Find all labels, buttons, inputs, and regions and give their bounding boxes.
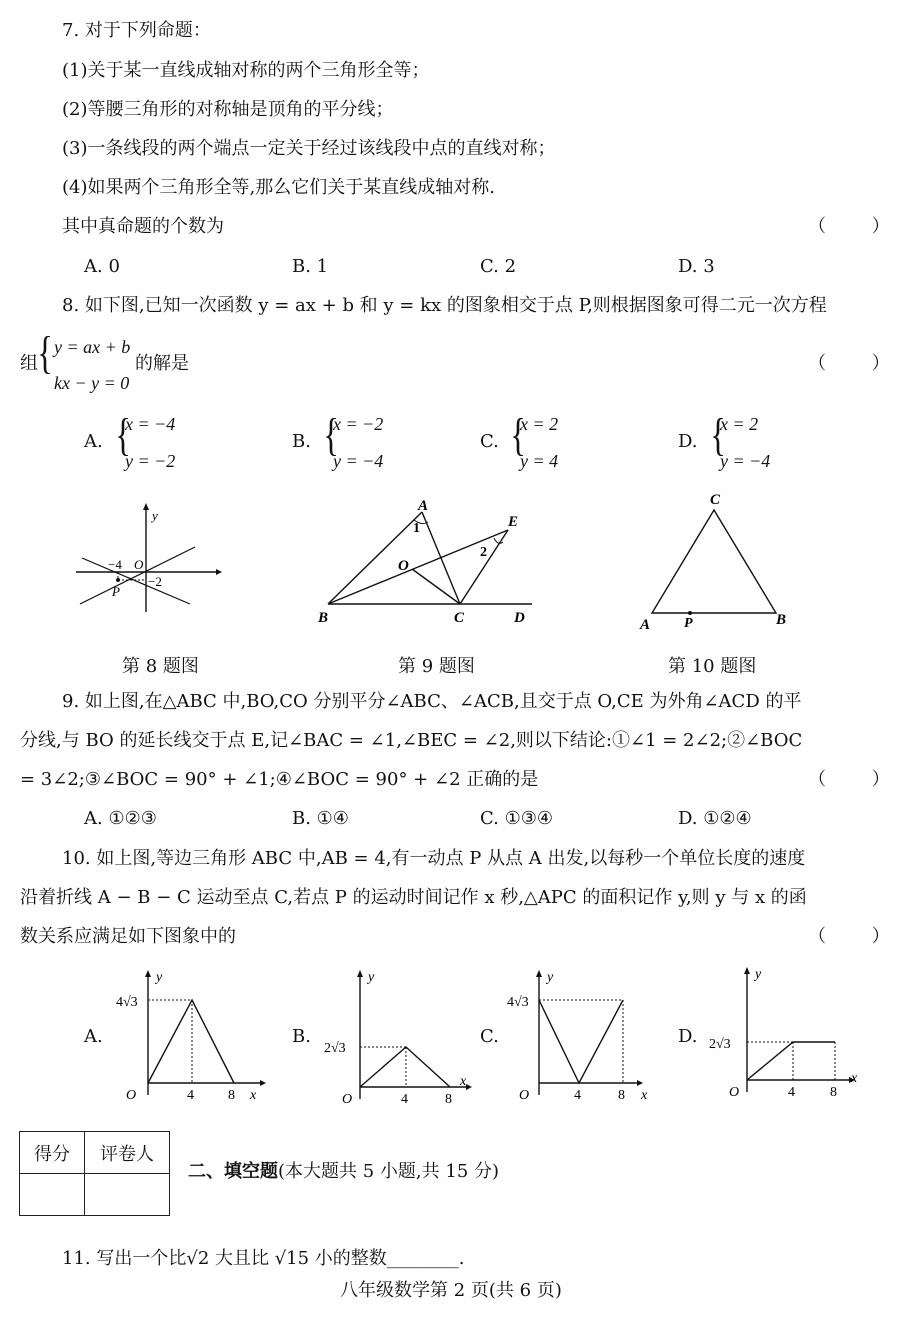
page-footer: 八年级数学第 2 页(共 6 页) — [340, 1280, 562, 1301]
figure-10 — [630, 488, 800, 633]
q10-graph-a-label: A. — [84, 1026, 103, 1047]
q8-suffix: 的解是 — [135, 353, 189, 374]
graph-d-line — [747, 1042, 835, 1080]
q8-system-brace: { — [37, 327, 53, 378]
graph-b-ytick: 2√3 — [324, 1041, 346, 1056]
q7-item-1: (1)关于某一直线成轴对称的两个三角形全等； — [62, 60, 430, 81]
q10-line1: 10. 如上图,等边三角形 ABC 中,AB = 4,有一动点 P 从点 A 出发,以每秒一个单位长度的速度 — [62, 848, 806, 869]
fig9-label-d: D — [514, 610, 525, 626]
q7-stem: 7. 对于下列命题： — [62, 20, 211, 41]
q9-line3: = 3∠2;③∠BOC = 90° + ∠1;④∠BOC = 90° + ∠2 正确的是 — [20, 769, 539, 790]
q10-answer-paren: （ ） — [808, 926, 890, 947]
fig9-label-e: E — [508, 514, 519, 530]
graph-c-x-label: x — [641, 1088, 648, 1103]
graph-a-xtick-8: 8 — [228, 1088, 235, 1103]
graph-d-xtick-8: 8 — [830, 1085, 837, 1100]
graph-c-xtick-4: 4 — [574, 1088, 581, 1103]
fig10-label-p: P — [684, 616, 693, 631]
q7-question: 其中真命题的个数为 — [62, 216, 224, 237]
q8-option-b-x: x = −2 — [333, 414, 384, 434]
q8-option-b-brace: { — [323, 409, 339, 460]
q8-line1: 8. 如下图,已知一次函数 y = ax + b 和 y = kx 的图象相交于点 P,则根据图象可得二元一次方程 — [62, 295, 827, 316]
graph-a-x-label: x — [250, 1088, 257, 1103]
fig9-label-1: 1 — [413, 521, 420, 536]
graph-d-xtick-4: 4 — [788, 1085, 795, 1100]
fig9-caption: 第 9 题图 — [398, 656, 475, 677]
q8-option-d-x: x = 2 — [720, 414, 759, 434]
grader-header: 评卷人 — [85, 1132, 170, 1174]
q8-eq2: kx − y = 0 — [54, 373, 130, 393]
graph-a-xtick-4: 4 — [187, 1088, 194, 1103]
fig8-point-p — [116, 578, 120, 582]
score-header: 得分 — [20, 1132, 85, 1174]
graph-c-xtick-8: 8 — [618, 1088, 625, 1103]
graph-b-line — [360, 1047, 450, 1087]
q8-answer-paren: （ ） — [808, 353, 890, 374]
fig8-label-neg4: −4 — [108, 557, 122, 572]
graph-b-y-label: y — [368, 970, 375, 985]
graph-c-y-label: y — [547, 970, 554, 985]
graph-c-y-arrow — [536, 970, 542, 977]
figure-8 — [70, 500, 230, 620]
q8-eq1: y = ax + b — [54, 337, 131, 357]
fig10-point-p — [688, 611, 692, 615]
graph-c-ytick: 4√3 — [507, 995, 529, 1010]
q10-graph-b-label: B. — [292, 1026, 311, 1047]
fig8-label-y: y — [152, 508, 158, 523]
fig9-line-be — [328, 530, 508, 604]
graph-d-y-arrow — [744, 967, 750, 974]
section2-heading — [188, 1163, 499, 1181]
graph-a-y-label: y — [156, 970, 163, 985]
q8-option-c-x: x = 2 — [520, 414, 559, 434]
q9-option-c: C. ①③④ — [480, 808, 553, 829]
fig10-label-b: B — [776, 612, 787, 628]
q9-option-d: D. ①②④ — [678, 808, 752, 829]
q10-line3: 数关系应满足如下图象中的 — [20, 926, 236, 947]
q7-item-4: (4)如果两个三角形全等,那么它们关于某直线成轴对称. — [62, 177, 495, 198]
q9-option-b: B. ①④ — [292, 808, 349, 829]
q8-option-c-y: y = 4 — [520, 451, 559, 471]
figure-9 — [310, 490, 550, 630]
q8-option-d-y: y = −4 — [720, 451, 771, 471]
graph-c-line — [539, 1000, 623, 1083]
q10-graph-b — [320, 965, 480, 1105]
q10-graph-a — [110, 965, 270, 1105]
q9-option-a: A. ①②③ — [84, 808, 157, 829]
q7-answer-paren: （ ） — [808, 216, 890, 237]
fig9-label-2: 2 — [480, 545, 487, 560]
fig8-label-o: O — [134, 557, 144, 572]
q10-graph-c-label: C. — [480, 1026, 499, 1047]
graph-d-x-label: x — [851, 1071, 858, 1086]
fig9-line-ce — [460, 530, 508, 604]
fig10-label-c: C — [710, 492, 721, 508]
graph-d-ytick: 2√3 — [709, 1037, 731, 1052]
q8-option-d-brace: { — [710, 409, 726, 460]
q10-graph-c — [505, 965, 665, 1105]
score-cell — [20, 1174, 85, 1216]
graph-a-x-arrow — [260, 1080, 266, 1086]
q7-option-c: C. 2 — [480, 256, 517, 277]
q9-line1: 9. 如上图,在△ABC 中,BO,CO 分别平分∠ABC、∠ACB,且交于点 O,CE 为外角∠ACD 的平 — [62, 691, 802, 712]
fig8-caption: 第 8 题图 — [122, 656, 199, 677]
q11-text: 11. 写出一个比√2 大且比 √15 小的整数________. — [62, 1248, 465, 1269]
fig8-y-arrow — [143, 503, 149, 510]
graph-d-y-label: y — [755, 967, 762, 982]
q8-option-c-label: C. — [480, 431, 499, 452]
q8-option-c-brace: { — [510, 409, 526, 460]
q7-option-a: A. 0 — [84, 256, 120, 277]
graph-c-origin: O — [519, 1088, 530, 1103]
q10-line2: 沿着折线 A − B − C 运动至点 C,若点 P 的运动时间记作 x 秒,△APC 的面积记作 y,则 y 与 x 的函 — [20, 887, 807, 908]
q8-option-b-label: B. — [292, 431, 311, 452]
fig9-label-c: C — [454, 610, 465, 626]
q8-option-d-label: D. — [678, 431, 698, 452]
graph-a-line — [148, 1000, 234, 1083]
fig8-label-p: P — [112, 584, 120, 599]
graph-d-origin: O — [729, 1085, 740, 1100]
fig9-label-a: A — [418, 498, 429, 514]
fig9-label-b: B — [318, 610, 329, 626]
q7-item-2: (2)等腰三角形的对称轴是顶角的平分线； — [62, 99, 394, 120]
q9-line2: 分线,与 BO 的延长线交于点 E,记∠BAC = ∠1,∠BEC = ∠2,则以下结论:①∠1 = 2∠2;②∠BOC — [20, 730, 803, 751]
grader-cell — [85, 1174, 170, 1216]
q8-option-a-y: y = −2 — [125, 451, 176, 471]
graph-b-x-arrow — [466, 1084, 472, 1090]
graph-a-y-arrow — [145, 970, 151, 977]
score-table — [19, 1131, 170, 1216]
graph-b-x-label: x — [460, 1074, 467, 1089]
fig9-label-o: O — [398, 558, 409, 574]
q7-option-b: B. 1 — [292, 256, 329, 277]
q8-prefix: 组 — [20, 353, 38, 374]
q7-item-3: (3)一条线段的两个端点一定关于经过该线段中点的直线对称； — [62, 138, 556, 159]
fig8-x-arrow — [216, 569, 222, 575]
q10-graph-d-label: D. — [678, 1026, 698, 1047]
fig8-label-neg2: −2 — [148, 574, 162, 589]
fig8-line-y-eq-ax-b — [80, 547, 195, 604]
graph-b-xtick-4: 4 — [401, 1092, 408, 1105]
graph-b-y-arrow — [357, 970, 363, 977]
q8-option-a-brace: { — [115, 409, 131, 460]
fig10-triangle-abc — [652, 510, 776, 613]
graph-c-x-arrow — [637, 1080, 643, 1086]
q9-answer-paren: （ ） — [808, 769, 890, 790]
q10-graph-d — [705, 962, 865, 1102]
graph-a-ytick: 4√3 — [116, 995, 138, 1010]
q7-option-d: D. 3 — [678, 256, 715, 277]
graph-b-origin: O — [342, 1092, 353, 1105]
graph-b-xtick-8: 8 — [445, 1092, 452, 1105]
fig10-label-a: A — [640, 617, 651, 633]
q8-option-b-y: y = −4 — [333, 451, 384, 471]
fig10-caption: 第 10 题图 — [668, 656, 757, 677]
section2-title: 二、填空题 — [188, 1161, 278, 1182]
q8-option-a-x: x = −4 — [125, 414, 176, 434]
section2-note: (本大题共 5 小题,共 15 分) — [278, 1161, 500, 1182]
graph-a-origin: O — [126, 1088, 137, 1103]
q8-option-a-label: A. — [84, 431, 103, 452]
